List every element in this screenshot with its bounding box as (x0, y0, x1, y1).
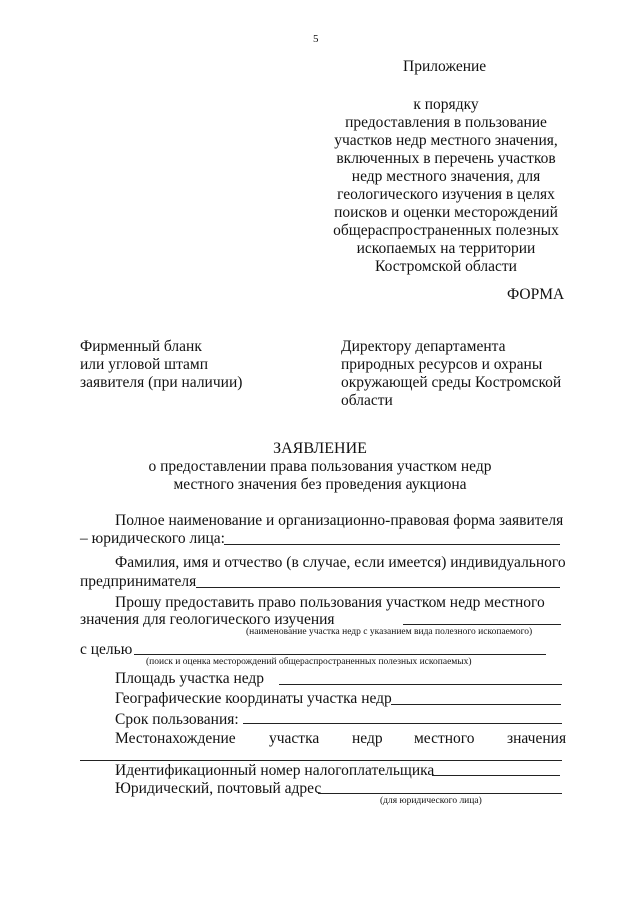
purpose-hint: (поиск и оценка месторождений общераспространенных полезных ископаемых) (146, 657, 472, 667)
appendix-line: поисков и оценки месторождений (334, 204, 558, 221)
letterhead-block (80, 338, 242, 392)
addressee-line: области (341, 392, 393, 409)
coords-label: Географические координаты участка недр (115, 690, 392, 707)
area-label: Площадь участка недр (115, 670, 265, 687)
fio-field[interactable] (196, 587, 560, 588)
inn-label: Идентификационный номер налогоплательщика (115, 762, 435, 779)
location-word: местного (414, 730, 475, 747)
term-field[interactable] (243, 723, 562, 724)
site-name-field[interactable] (403, 624, 561, 625)
document-title: ЗАЯВЛЕНИЕ (273, 440, 367, 457)
letterhead-line: Фирменный бланк (80, 338, 202, 355)
request-label-1: Прошу предоставить право пользования участком недр местного (115, 594, 545, 611)
inn-field[interactable] (432, 775, 560, 776)
appendix-line: недр местного значения, для (351, 168, 541, 185)
location-word: Местонахождение (115, 730, 236, 747)
address-hint: (для юридического лица) (380, 796, 482, 806)
addressee-block (341, 338, 561, 410)
document-subtitle-2: местного значения без проведения аукциона (173, 476, 467, 493)
coords-field[interactable] (391, 704, 561, 705)
full-name-label-2: – юридического лица: (80, 530, 225, 547)
full-name-label-1: Полное наименование и организационно-правовая форма заявителя (115, 512, 564, 529)
request-label-2: значения для геологического изучения (80, 611, 335, 628)
appendix-text (330, 96, 562, 276)
appendix-line: общераспространенных полезных (333, 222, 559, 239)
appendix-line: участков недр местного значения, (334, 132, 558, 149)
appendix-title: Приложение (403, 58, 487, 75)
term-label: Срок пользования: (115, 711, 239, 728)
form-label: ФОРМА (507, 286, 565, 303)
address-label: Юридический, почтовый адрес (115, 780, 322, 797)
purpose-field[interactable] (134, 654, 546, 655)
appendix-line: геологического изучения в целях (337, 186, 555, 203)
fio-label-2: предпринимателя (80, 573, 197, 590)
location-word: недр (352, 730, 383, 747)
area-field[interactable] (279, 684, 562, 685)
address-field[interactable] (318, 793, 562, 794)
addressee-line: природных ресурсов и охраны (341, 356, 543, 373)
purpose-label: с целью (80, 641, 133, 658)
fio-label-1: Фамилия, имя и отчество (в случае, если имеется) индивидуального (115, 554, 566, 571)
addressee-line: окружающей среды Костромской (341, 374, 562, 391)
appendix-line: к порядку (413, 96, 479, 113)
addressee-line: Директору департамента (341, 338, 506, 355)
letterhead-line: заявителя (при наличии) (80, 374, 243, 391)
appendix-line: ископаемых на территории (356, 240, 536, 257)
appendix-line: предоставления в пользование (345, 114, 547, 131)
site-name-hint: (наименование участка недр с указанием вида полезного ископаемого) (246, 627, 533, 637)
appendix-line: Костромской области (375, 258, 517, 275)
page-number: 5 (313, 33, 319, 45)
appendix-line: включенных в перечень участков (336, 150, 556, 167)
location-word: участка (269, 730, 320, 747)
full-name-field[interactable] (224, 544, 560, 545)
letterhead-line: или угловой штамп (80, 356, 209, 373)
location-field[interactable] (80, 760, 562, 761)
document-subtitle-1: о предоставлении права пользования участком недр (148, 458, 492, 475)
location-word: значения (507, 730, 567, 747)
